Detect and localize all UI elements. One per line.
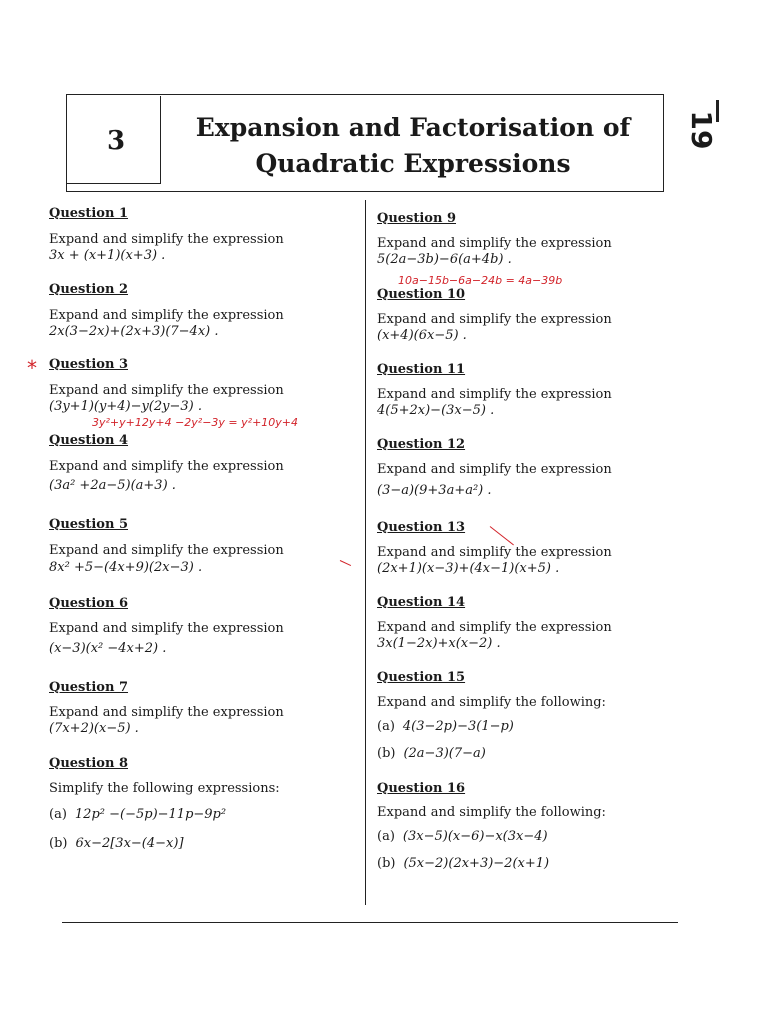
- question-5-instruction: Expand and simplify the expression: [49, 543, 284, 558]
- question-1-instruction: Expand and simplify the expression: [49, 232, 284, 247]
- question-9-expression: 5(2a−3b)−6(a+4b) .: [377, 252, 512, 267]
- question-15-part-a: [377, 719, 514, 734]
- part-label-b: (b): [377, 746, 396, 761]
- header-divider: [160, 96, 161, 184]
- question-5-expression: 8x² +5−(4x+9)(2x−3) .: [49, 560, 203, 575]
- question-4-expression: (3a² +2a−5)(a+3) .: [49, 478, 176, 493]
- part-label-b: (b): [377, 856, 396, 871]
- question-13-expression: (2x+1)(x−3)+(4x−1)(x+5) .: [377, 561, 560, 576]
- page-number: 19: [685, 110, 718, 150]
- question-9-handwritten-work: 10a−15b−6a−24b = 4a−39b: [398, 274, 563, 287]
- red-star-mark: *: [27, 356, 37, 380]
- question-12-expression: (3−a)(9+3a+a²) .: [377, 483, 492, 498]
- question-15-part-b: [377, 746, 486, 761]
- question-10-instruction: Expand and simplify the expression: [377, 312, 612, 327]
- question-6-instruction: Expand and simplify the expression: [49, 621, 284, 636]
- question-15-title: Question 15: [377, 670, 466, 685]
- part-label-a: (a): [377, 719, 395, 734]
- question-4-instruction: Expand and simplify the expression: [49, 459, 284, 474]
- chapter-title-line2: Quadratic Expressions: [255, 149, 571, 178]
- question-1-title: Question 1: [49, 206, 129, 221]
- bottom-rule: [62, 922, 678, 923]
- question-15-part-b-expression: (2a−3)(7−a): [403, 746, 486, 761]
- question-7-expression: (7x+2)(x−5) .: [49, 721, 139, 736]
- part-label-b: (b): [49, 836, 68, 851]
- part-label-a: (a): [377, 829, 395, 844]
- question-3-instruction: Expand and simplify the expression: [49, 383, 284, 398]
- question-13-instruction: Expand and simplify the expression: [377, 545, 612, 560]
- question-15-part-a-expression: 4(3−2p)−3(1−p): [402, 719, 514, 734]
- question-2-expression: 2x(3−2x)+(2x+3)(7−4x) .: [49, 324, 219, 339]
- header-number-underline: [66, 183, 160, 184]
- question-13-title: Question 13: [377, 520, 466, 535]
- question-9-instruction: Expand and simplify the expression: [377, 236, 612, 251]
- question-15-instruction: Expand and simplify the following:: [377, 695, 606, 710]
- question-14-instruction: Expand and simplify the expression: [377, 620, 612, 635]
- part-label-a: (a): [49, 807, 67, 822]
- question-8-title: Question 8: [49, 756, 129, 771]
- question-11-instruction: Expand and simplify the expression: [377, 387, 612, 402]
- question-3-handwritten-work: 3y²+y+12y+4 −2y²−3y = y²+10y+4: [92, 416, 299, 429]
- question-11-expression: 4(5+2x)−(3x−5) .: [377, 403, 495, 418]
- question-16-part-b-expression: (5x−2)(2x+3)−2(x+1): [403, 856, 550, 871]
- question-16-part-b: [377, 856, 549, 871]
- chapter-number: 3: [106, 126, 126, 156]
- question-3-title: Question 3: [49, 357, 129, 372]
- question-9-title: Question 9: [377, 211, 457, 226]
- question-14-expression: 3x(1−2x)+x(x−2) .: [377, 636, 501, 651]
- column-divider: [365, 200, 366, 905]
- chapter-title-line1: Expansion and Factorisation of: [195, 113, 631, 142]
- question-8-part-b-expression: 6x−2[3x−(4−x)]: [75, 836, 184, 851]
- question-4-title: Question 4: [49, 433, 129, 448]
- question-8-part-a: [49, 807, 226, 822]
- question-5-title: Question 5: [49, 517, 129, 532]
- question-12-instruction: Expand and simplify the expression: [377, 462, 612, 477]
- question-7-title: Question 7: [49, 680, 129, 695]
- question-7-instruction: Expand and simplify the expression: [49, 705, 284, 720]
- question-8-instruction: Simplify the following expressions:: [49, 781, 280, 796]
- question-10-title: Question 10: [377, 287, 466, 302]
- question-16-instruction: Expand and simplify the following:: [377, 805, 606, 820]
- question-3-expression: (3y+1)(y+4)−y(2y−3) .: [49, 399, 202, 414]
- question-11-title: Question 11: [377, 362, 466, 377]
- question-2-title: Question 2: [49, 282, 129, 297]
- question-6-title: Question 6: [49, 596, 129, 611]
- question-8-part-b: [49, 836, 184, 851]
- question-16-title: Question 16: [377, 781, 466, 796]
- chapter-title: [168, 110, 658, 182]
- question-14-title: Question 14: [377, 595, 466, 610]
- question-6-expression: (x−3)(x² −4x+2) .: [49, 641, 167, 656]
- question-8-part-a-expression: 12p² −(−5p)−11p−9p²: [74, 807, 227, 822]
- red-pen-stroke: [490, 526, 514, 545]
- question-10-expression: (x+4)(6x−5) .: [377, 328, 467, 343]
- question-16-part-a: [377, 829, 548, 844]
- question-1-expression: 3x + (x+1)(x+3) .: [49, 248, 166, 263]
- red-pen-tick: [340, 560, 351, 566]
- question-16-part-a-expression: (3x−5)(x−6)−x(3x−4): [402, 829, 548, 844]
- question-2-instruction: Expand and simplify the expression: [49, 308, 284, 323]
- question-12-title: Question 12: [377, 437, 466, 452]
